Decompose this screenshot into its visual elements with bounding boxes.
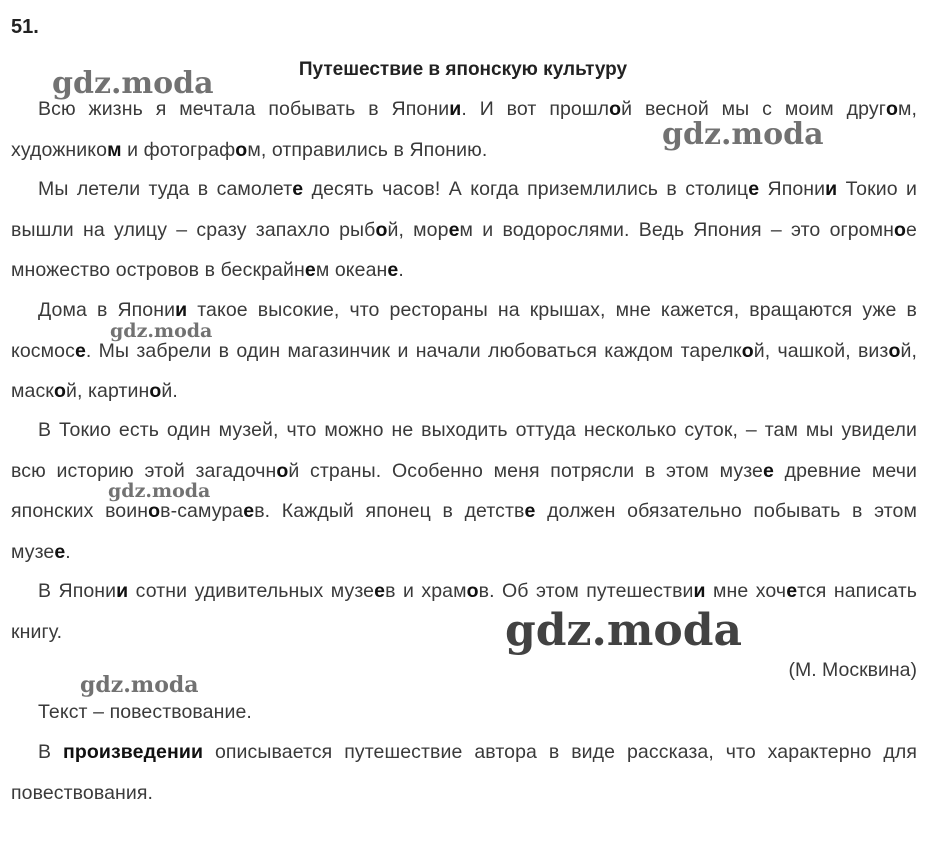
answer-line-1: Текст – повествование. bbox=[38, 701, 252, 723]
exercise-number: 51. bbox=[11, 16, 39, 38]
text-title: Путешествие в японскую культуру bbox=[298, 59, 628, 80]
watermark: gdz.moda bbox=[505, 605, 743, 656]
watermark: gdz.moda bbox=[108, 480, 211, 502]
paragraph-1: Всю жизнь я мечтала побывать в Японии. И вот прошлой весной мы с моим другом, художником и фотографом, отправились в Японию. bbox=[11, 98, 917, 161]
watermark: gdz.moda bbox=[110, 320, 213, 342]
paragraph-3: Дома в Японии такое высокие, что рестораны на крышах, мне кажется, вращаются уже в космосе. Мы забрели в один магазинчик и начали любоваться каждом тарелкой, чашкой, визой, маской, картиной. bbox=[11, 299, 918, 402]
paragraph-5: В Японии сотни удивительных музеев и храмов. Об этом путешествии мне хочется написать книгу. bbox=[11, 580, 917, 643]
answer-line-2: В произведении описывается путешествие автора в виде рассказа, что характерно для повествования. bbox=[11, 741, 918, 804]
watermark: gdz.moda bbox=[52, 66, 214, 101]
author-attribution: (М. Москвина) bbox=[788, 659, 917, 681]
paragraph-2: Мы летели туда в самолете десять часов! А когда приземлились в столице Японии Токио и вышли на улицу – сразу запахло рыбой, морем и водорослями. Ведь Япония – это огромное множество островов в бескрайнем океане. bbox=[11, 178, 917, 281]
watermark: gdz.moda bbox=[80, 672, 199, 698]
watermark: gdz.moda bbox=[662, 117, 824, 152]
paragraph-4: В Токио есть один музей, что можно не выходить оттуда несколько суток, – там мы увидели всю историю этой загадочной страны. Особенно меня потрясли в этом музее древние мечи японских воинов-самураев. Каждый японец в детстве должен обязательно побывать в этом музее. bbox=[11, 419, 918, 563]
